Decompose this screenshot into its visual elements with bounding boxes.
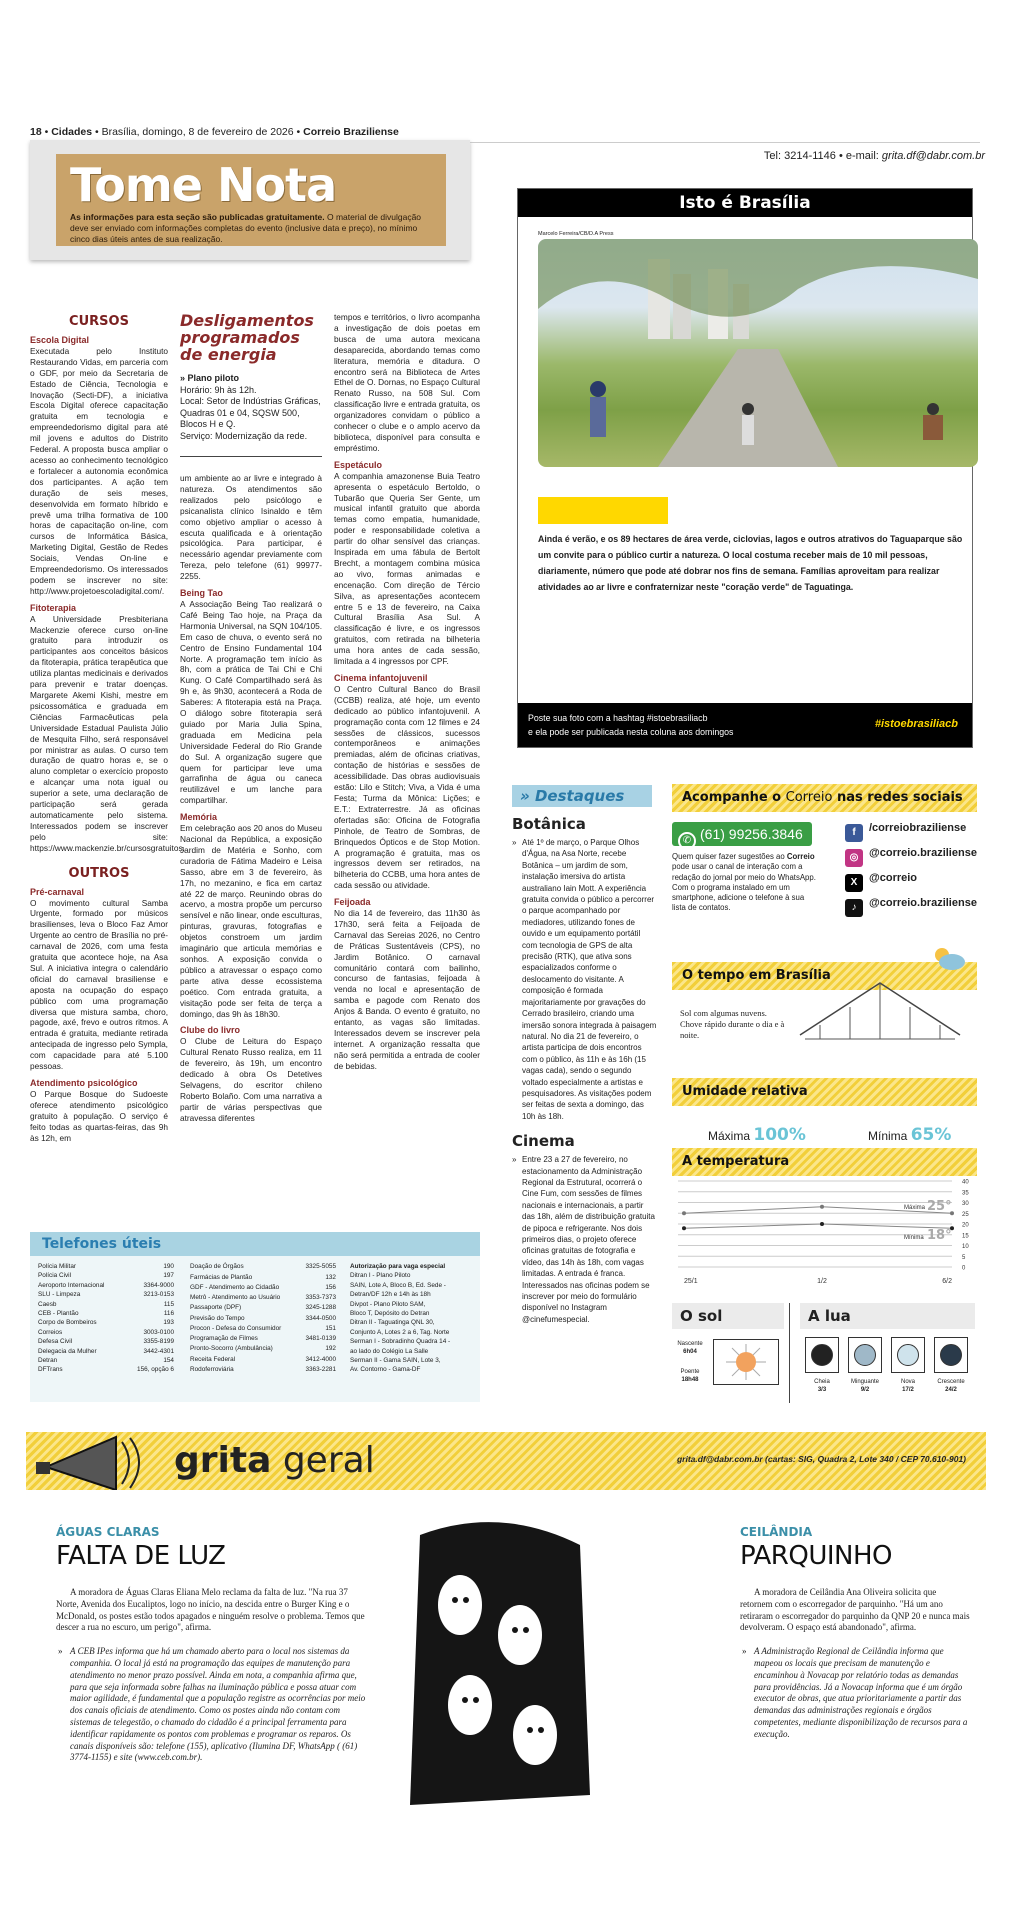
article-text: Executada pelo Instituto Restaurando Vidas, em parceria com o GDF, por meio da Secretaria de Estado de Ciência, Tecnologia e Inovação (Secti-DF), a iniciativa Escola Digital oferece capacitação gratuita em tecnologia e empreendedorismo digital para até mil jovens e adultos do Distrito Federal. A proposta busca ampliar o acesso ao conhecimento tecnológico e fortalecer a autonomia econômica dos participantes. A ação tem duração de seis meses, desenvolvida em formato híbrido e prevê uma trilha formativa de 100 horas de capacitação on-line, com cursos de Informática Básica, Marketing Digital, Gestão de Redes Sociais, Vendas On-line e Empreendedorismo. Os interessados podem se inscrever no site: http://www.projetoescoladigital.com/. <box>30 345 168 596</box>
isto-e-brasilia-box <box>517 188 973 748</box>
phone-number: 3245-1288 <box>305 1304 336 1312</box>
phone-number: 132 <box>325 1273 336 1281</box>
tome-nota-intro: As informações para esta seção são publicadas gratuitamente. O material de divulgação deve ser enviado com informações completas do evento (inclusive data e preço), no mínimo cinco dias úteis antes de sua realização. <box>70 212 422 244</box>
page-folio: 18 • Cidades • Brasília, domingo, 8 de fevereiro de 2026 • Correio Braziliense <box>30 126 399 138</box>
contact-line <box>764 150 985 162</box>
grita-address: grita.df@dabr.com.br (cartas: SIG, Quadra 2, Lote 340 / CEP 70.610-901) <box>676 1454 966 1464</box>
sun-moon-divider <box>789 1303 790 1403</box>
phone-number: 190 <box>163 1263 174 1270</box>
phone-service: Receita Federal <box>190 1355 236 1363</box>
phone-service: Programação de Filmes <box>190 1335 258 1343</box>
vaga-line: Conjunto A, Lotes 2 a 6, Tag. Norte <box>350 1328 450 1336</box>
phone-number: 3355-8199 <box>143 1338 174 1346</box>
story-body: A moradora de Ceilândia Ana Oliveira solicita que retornem com o escorregador de parquinho. "Há um ano retiraram o escorregador do parquinho da QNP 20 e nunca mais devolveram. O espaço está abandonado", afirma. <box>740 1587 970 1633</box>
article-text: Em celebração aos 20 anos do Museu Nacional da República, a exposição Jardim de Matéria e Sonho, com curadoria de Fátima Madeiro e Leisa Sasso, abre em 3 de fevereiro, às 17h, no mezanino, e fica em cartaz até 22 de março. Reunindo obras do acervo, a mostra propõe um percurso sensível e não linear, onde esculturas, pinturas, gravuras, fotografias e objetos constroem um jardim imaginário que articula memórias e sonhos. A exposição convida o público a atravessar o espaço como parte ativa desse ecossistema poético. Com entrada gratuita, a visitação pode ser feita de terça a domingo, das 9h às 18h30. <box>180 823 322 1019</box>
destaque-text: » Entre 23 a 27 de fevereiro, no estacionamento da Administração Regional da Estrutural, ocorrerá o Cine Fum, com sessões de filmes nacionais e internacionais, a partir das 18h, além de distribuição gratuita de pipoca e refrigerante. Nos dois primeiros dias, o projeto oferece oficinas gratuitas de fotografia e vídeo, das 14h às 18h, com vagas limitadas. A entrada é franca. Interessados nas oficinas podem se inscrever por meio do formulário disponível no Instagram @cinefumespecial. <box>512 1154 657 1325</box>
vaga-line: Bloco T, Depósito do Detran <box>350 1310 430 1318</box>
phone-service: SLU - Limpeza <box>38 1291 81 1299</box>
desligamento-servico: Serviço: Modernização da rede. <box>180 430 308 441</box>
article-title: Fitoterapia <box>30 602 77 613</box>
highlight-bar <box>538 497 668 524</box>
photo-caption: Ainda é verão, e os 89 hectares de área verde, ciclovias, lagos e outros atrativos do Taguaparque são um convite para o público curtir a natureza. O local costuma receber mais de 10 mil pessoas, diariamente, número que pode até dobrar nos fins de semana. Famílias aproveitam para realizar atividades ao ar livre e confraternizar neste "coração verde" de Taguatinga. <box>538 534 963 592</box>
vaga-line: Divpot - Plano Piloto SAM, <box>350 1300 426 1308</box>
phone-number: 3412-4000 <box>305 1355 336 1363</box>
phone-service: Metrô - Atendimento ao Usuário <box>190 1294 281 1302</box>
phone-row <box>36 1365 176 1374</box>
phone-row <box>188 1344 338 1354</box>
x-tick-label: 6/2 <box>942 1278 952 1285</box>
phone-service: Pronto-Socorro (Ambulância) <box>190 1345 273 1353</box>
x-icon: X <box>845 874 863 892</box>
phone-row <box>188 1283 338 1293</box>
article-text: O Parque Bosque do Sudoeste oferece atendimento psicológico gratuito à população. O serviço é feito todas as quartas-feiras, das 9h às 12h, em <box>30 1088 168 1143</box>
hashtag-label[interactable]: #istoebrasiliacb <box>874 718 958 730</box>
moon-heading: A lua <box>800 1303 975 1329</box>
footer-line-1: Poste sua foto com a hashtag #istoebrasiliacb <box>528 713 708 723</box>
outros-heading: OUTROS <box>68 865 130 881</box>
phone-number: 3344-0500 <box>305 1314 336 1322</box>
sun-heading: O sol <box>672 1303 784 1329</box>
phone-row <box>36 1347 176 1356</box>
story-body: A moradora de Águas Claras Eliana Melo reclama da falta de luz. "Na rua 37 Norte, Avenida dos Eucaliptos, logo no início, na descida entre o Burger King e o McDonald, os postes estão todos apagados e ninguém resolve o problema. Temos que descer a rua no escuro, um perigo", afirma. <box>56 1587 365 1633</box>
phone-row <box>36 1337 176 1346</box>
phone-service: Polícia Militar <box>38 1263 76 1270</box>
temperature-heading: A temperatura <box>672 1148 977 1176</box>
phone-number: 156 <box>325 1283 336 1291</box>
whatsapp-icon: ✆ <box>678 832 696 850</box>
phone-number: 151 <box>325 1324 336 1332</box>
moon-icon <box>848 1337 882 1373</box>
story-title: PARQUINHO <box>740 1541 892 1571</box>
desligamentos-title: Desligamentos programados de energia <box>180 311 314 364</box>
phone-service: DFTrans <box>38 1366 63 1374</box>
newspaper-name: Correio Braziliense <box>303 126 399 138</box>
phone-service: Corpo de Bombeiros <box>38 1319 97 1327</box>
article-title: Feijoada <box>334 897 371 908</box>
phone-service: Passaporte (DPF) <box>190 1304 242 1312</box>
story-aguas-claras <box>56 1525 366 1764</box>
photo-credit: Marcelo Ferreira/CB/D.A Press <box>538 231 614 237</box>
data-point <box>820 1205 824 1209</box>
y-tick-label: 40 <box>962 1179 969 1186</box>
column-eventos <box>334 312 480 1078</box>
phone-row <box>36 1318 176 1327</box>
sunset: Poente 18h48 <box>680 1369 700 1383</box>
article-title: Memória <box>180 812 218 823</box>
humidity-max: Máxima 100% <box>708 1125 806 1145</box>
contact-email[interactable]: grita.df@dabr.com.br <box>881 150 985 162</box>
article-title: Escola Digital <box>30 335 90 345</box>
article-title: Clube do livro <box>180 1025 241 1036</box>
phone-table-1 <box>36 1262 176 1375</box>
article-title: Atendimento psicológico <box>30 1078 138 1088</box>
article-title: Being Tao <box>180 588 223 599</box>
hashtag-footer <box>518 703 972 747</box>
contact-tel: Tel: 3214-1146 • e-mail: <box>763 150 879 162</box>
grita-geral-banner <box>26 1432 986 1490</box>
phone-service: CEB - Plantão <box>38 1310 79 1318</box>
tome-nota-title: Tome Nota <box>70 158 337 212</box>
megaphone-icon <box>26 1432 166 1490</box>
page-number: 18 <box>30 126 42 138</box>
phone-service: GDF - Atendimento ao Cidadão <box>190 1283 280 1291</box>
tiktok-icon: ♪ <box>845 899 863 917</box>
article-title: Pré-carnaval <box>30 886 85 897</box>
park-photo <box>538 239 978 467</box>
temperature-chart <box>672 1175 982 1290</box>
story-title: FALTA DE LUZ <box>56 1541 226 1571</box>
phone-service: Doação de Órgãos <box>190 1263 244 1271</box>
whatsapp-text: Quem quiser fazer sugestões ao Correio pode usar o canal de interação com a redação do jornal por meio do WhatsApp. Com o programa instalado em um smartphone, adicione o telefone à sua lista de contatos. <box>672 852 816 913</box>
article-text: O movimento cultural Samba Urgente, formado por músicos brasilienses, leva o Bloco Faz Amor Urgente ao centro de Brasília no pré-carnaval de 2026, com uma festa gratuita que acontece hoje, na Asa Sul. A iniciativa integra o calendário oficial do carnaval brasiliense e aposta na ocupação do espaço público com uma programação diversa que mistura samba, choro, pagode, axé, frevo e outros ritmos. A entrada é gratuita, mediante retirada antecipada de ingresso pelo Sympla, com capacidade para até 5.100 pessoas. <box>30 897 168 1072</box>
phone-number: 197 <box>163 1272 174 1280</box>
grita-geral-logo: grita geral <box>174 1440 375 1481</box>
y-tick-label: 25 <box>962 1211 969 1218</box>
phone-row <box>36 1290 176 1299</box>
facebook-icon: f <box>845 824 863 842</box>
vaga-line: Detran/DF 12h e 14h às 18h <box>350 1291 431 1299</box>
phone-row <box>36 1300 176 1309</box>
article-text: A Associação Being Tao realizará o Café Being Tao hoje, na Praça da Harmonia Universal, na SQN 104/105. Em caso de chuva, o evento será no Centro de Ensino Fundamental 104 Norte. A programação tem início às 8h, com a prática de Tai Chi e Chi Kung. O Café Compartilhado será às 9h e, às 9h30, acontecerá a Roda de Saberes: A fitoterapia está na Praça. O diálogo sobre fitoterapia será guiado por Maria Julia Spina, graduada em Medicina pela Universidade Federal do Rio Grande do Sul. A organização sugere que quem for participar leve uma garrafinha de água ou caneca reutilizável e um lanche para compartilhar. <box>180 598 322 806</box>
article-text: um ambiente ao ar livre e integrado à natureza. Os atendimentos são realizados pelo psicólogo e psicanalista clínico Isinaldo e têm como objetivo ampliar o acesso à escuta qualificada e à orientação psicológica. Para participar, é necessário agendar previamente com Tereza, pelo telefone (61) 99977-2255. <box>180 473 322 582</box>
phone-row <box>36 1328 176 1337</box>
phone-number: 192 <box>325 1345 336 1353</box>
whatsapp-button[interactable] <box>672 822 812 846</box>
social-instagram[interactable]: ◎ @correio.braziliense <box>845 847 977 867</box>
vaga-line: Serman I - Sobradinho Quadra 14 - <box>350 1338 451 1346</box>
sun-icon <box>713 1339 779 1385</box>
data-point <box>682 1211 686 1215</box>
phone-service: Caesb <box>38 1300 57 1308</box>
weather-heading: O tempo em Brasília <box>672 962 977 990</box>
destaques-column <box>512 815 657 1335</box>
instagram-icon: ◎ <box>845 849 863 867</box>
vaga-line: SAIN, Lote A, Bloco B, Ed. Sede - <box>350 1281 446 1289</box>
vaga-line: Serman II - Gama SAIN, Lote 3, <box>350 1357 441 1365</box>
vaga-line: Ditran I - Plano Piloto <box>350 1272 411 1280</box>
column-desligamentos: Desligamentos programados de energia » Plano piloto Horário: 9h às 12h. Local: Setor de Indústrias Gráficas, Quadras 01 e 04, SQSW 500, Blocos H e Q. Serviço: Modernização da rede. um ambiente ao ar livre e integrado à natureza. Os atendimentos são realizados pelo psicólogo e psicanalista clínico Isinaldo e têm como objetivo ampliar o acesso à escuta qualificada e à orientação psicológica. Para participar, é necessário agendar previamente com Tereza, pelo telefone (61) 99977-2255. Being Tao A Associação Being Tao realizará o Café Being Tao hoje, na Praça da Harmonia Universal, na SQN 104/105. Em caso de chuva, o evento será no Centro de Ensino Fundamental 104 Norte. A programação tem início às 8h, com a prática de Tai Chi e Chi Kung. O Café Compartilhado será às 9h e, às 9h30, acontecerá a Roda de Saberes: A fitoterapia está na Praça. O diálogo sobre fitoterapia será guiado por Maria Julia Spina, graduada em Medicina pela Universidade Federal do Rio Grande do Sul. A organização sugere que quem for participar leve uma garrafinha de água ou caneca reutilizável e um lanche para compartilhar. Memória Em celebração aos 20 anos do Museu Nacional da República, a exposição Jardim de Matéria e Sonho, com curadoria de Fátima Madeiro e Leisa Sasso, abre em 3 de fevereiro, às 17h, no mezanino, e fica em cartaz até 22 de março. Reunindo obras do acervo, a mostra propõe um percurso sensível e não linear, onde esculturas, pinturas, gravuras, fotografias e objetos constroem um jardim imaginário que articula memórias e sonhos. A exposição convida o público a atravessar o espaço como parte ativa desse ecossistema poético. Com entrada gratuita, a visitação pode ser feita de terça a domingo, das 9h às 18h30. Clube do livro O Clube de Leitura do Espaço Cultural Renato Russo realiza, em 11 de fevereiro, às 19h, um encontro dedicado à obra Os Detetives Selvagens, do escritor chileno Roberto Bolaño. Com uma narrativa a partir de várias perspectivas que atravessa diferentes <box>180 311 322 1123</box>
article-title: Cinema infantojuvenil <box>334 673 428 683</box>
phone-row <box>36 1356 176 1365</box>
moon-phase-label: Cheia 3/3 <box>814 1379 830 1393</box>
vaga-line: Av. Contorno - Gama-DF <box>350 1366 421 1374</box>
phone-row <box>36 1262 176 1271</box>
destaque-text: » Até 1º de março, o Parque Olhos d'Água, na Asa Norte, recebe Botânica – um jardim de som, instalação imersiva do artista australiano Iain Mott. A experiência gratuita convida o público a percorrer o parque acompanhado por mediadores, utilizando fones de ouvido e um equipamento portátil com tecnologia de GPS de alta precisão (RTK), que ativa sons espacializados conforme o deslocamento do visitante. A composição é formada majoritariamente por gravações do Cerrado brasileiro, criando uma imersão sonora integrada à paisagem natural. No dia 21 de fevereiro, o artista participa de dois encontros com o público, às 11h e às 16h (15 vagas cada), sendo o segundo voltado especialmente a artistas e pesquisadores. As visitações podem ser feitas de sexta a domingo, das 10h às 18h. <box>512 837 657 1122</box>
destaques-heading: » Destaques <box>512 785 652 807</box>
destaque-title: Cinema <box>512 1132 575 1151</box>
phone-row <box>36 1271 176 1280</box>
article-text: O Clube de Leitura do Espaço Cultural Renato Russo realiza, em 11 de fevereiro, às 19h, um encontro dedicado à obra Os Detetives Selvagens, do escritor chileno Roberto Bolaño. Com uma narrativa a partir de várias perspectivas que atravessa diferentes <box>180 1036 322 1123</box>
phone-number: 156, opção 6 <box>137 1366 174 1374</box>
y-tick-label: 10 <box>962 1244 969 1250</box>
phone-row <box>188 1354 338 1364</box>
vaga-line: Ditran II - Taguatinga QNL 30, <box>350 1319 435 1327</box>
story-response: » A CEB IPes informa que há um chamado aberto para o local nos sistemas da companhia. O local já está na programação das equipes de manutenção para atendimento no menor prazo possível. Ainda em nota, a companhia afirma que, para que seja informada sobre falhas na iluminação pública e possa atuar com maior agilidade, é fundamental que a população registre as ocorrências por meio dos canais oficiais de atendimento. Como os postes ainda não contam com sistemas de telegestão, o chamado do cidadão é a principal ferramenta para identificar rapidamente os pontos com problemas e programar os reparos. Os canais disponíveis são: telefone (155), aplicativo (Ilumina DF, WhatsApp ( (61) 3774-1155) e site (www.ceb.com.br). <box>56 1646 366 1764</box>
social-facebook[interactable]: f /correiobraziliense <box>845 822 966 842</box>
phone-row <box>188 1334 338 1344</box>
telefones-heading: Telefones úteis <box>30 1232 480 1256</box>
article-title: Espetáculo <box>334 459 383 470</box>
destaque-title: Botânica <box>512 815 586 833</box>
y-tick-label: 5 <box>962 1254 966 1261</box>
desligamento-region: Plano piloto <box>187 373 240 383</box>
x-tick-label: 1/2 <box>817 1278 827 1285</box>
vaga-line: ao lado do Colégio La Salle <box>350 1347 429 1355</box>
section-divider <box>180 456 322 457</box>
max-label: Máxima <box>904 1204 926 1211</box>
phone-row <box>188 1303 338 1313</box>
phone-number: 3353-7373 <box>305 1294 336 1302</box>
phone-number: 3325-5055 <box>305 1263 336 1271</box>
phone-table-2 <box>188 1262 338 1375</box>
phone-service: Delegacia da Mulher <box>38 1347 97 1355</box>
article-text: A Universidade Presbiteriana Mackenzie oferece curso on-line gratuito para introduzir os participantes aos conceitos básicos da fitoterapia, prática terapêutica que utiliza plantas medicinais e derivados para prevenir e tratar doenças. Margarete Akemi Kishi, mestre em psicossomática e graduada em Ciências Farmacêuticas pela Universidade Estadual Paulista Júlio de Mesquita Filho, será responsável por ministrar as aulas. O curso tem duração de quatro horas e, se o aluno completar o exercício proposto e alcançar uma nota igual ou superior a sete, uma declaração de participação será gerada automaticamente pelo sistema. Interessados podem se inscrever pelo site: https://www.mackenzie.br/cursosgratuitos. <box>30 613 185 853</box>
max-value: 25° <box>927 1199 952 1215</box>
article-text: tempos e territórios, o livro acompanha a investigação de dois poetas em busca de uma autora mexicana desaparecida, abordando temas como literatura, memória e ditadura. O encontro será na Biblioteca de Artes Ethel de O. Dornas, no Espaço Cultural Renato Russo, na 508 Sul. Com classificação livre e entrada gratuita, os organizadores convidam o público a conhecer o clube e o amplo acervo da biblioteca, disponível para consulta e empréstimo. <box>334 312 480 453</box>
min-value: 18° <box>927 1228 952 1244</box>
phone-service: Correios <box>38 1328 63 1336</box>
phone-row <box>188 1365 338 1375</box>
moon-phase-label: Nova 17/2 <box>900 1379 915 1393</box>
weather-forecast: Sol com algumas nuvens. Chove rápido durante o dia e à noite. <box>680 1008 785 1040</box>
data-point <box>682 1226 686 1230</box>
phone-service: Procon - Defesa do Consumidor <box>190 1324 282 1332</box>
partly-cloudy-icon <box>930 945 966 971</box>
y-tick-label: 15 <box>962 1233 969 1240</box>
min-label: Mínima <box>904 1235 924 1242</box>
story-ceilandia <box>740 1525 970 1741</box>
story-kicker: ÁGUAS CLARAS <box>56 1525 160 1539</box>
phone-number: 154 <box>163 1357 174 1365</box>
y-tick-label: 20 <box>962 1222 969 1229</box>
phone-number: 3213-0153 <box>143 1291 174 1299</box>
tome-nota-banner <box>30 140 470 260</box>
phone-row <box>188 1293 338 1303</box>
humidity-heading: Umidade relativa <box>672 1078 977 1106</box>
footer-line-2: e ela pode ser publicada nesta coluna aos domingos <box>528 727 734 737</box>
phone-number: 193 <box>163 1319 174 1327</box>
phone-service: Detran <box>38 1357 58 1365</box>
phone-row <box>188 1324 338 1334</box>
story-response: » A Administração Regional de Ceilândia informa que mapeou os locais que precisam de manutenção e encaminhou à Novacap por relatório todas as demandas para providências. Já a Novacap informa que é um órgão executor de obras, que atua prioritariamente a partir das demandas das administrações regionais e órgãos competentes, mediante disponibilização de recursos para a execução. <box>740 1646 970 1740</box>
series-line-mínima <box>684 1224 952 1228</box>
moon-icon <box>891 1337 925 1373</box>
cursos-heading: CURSOS <box>69 314 129 329</box>
crowd-illustration <box>400 1515 600 1815</box>
phone-service: Rodoferroviária <box>190 1365 234 1373</box>
phone-row <box>188 1272 338 1282</box>
isto-title: Isto é Brasília <box>518 189 972 217</box>
social-tiktok[interactable]: ♪ @correio.braziliense <box>845 897 977 917</box>
y-tick-label: 30 <box>962 1201 969 1207</box>
phone-number: 115 <box>163 1300 174 1308</box>
desligamento-horario: Horário: 9h às 12h. <box>180 384 257 395</box>
phone-number: 3442-4301 <box>143 1347 174 1355</box>
story-kicker: CEILÂNDIA <box>740 1525 813 1539</box>
phone-number: 3364-9000 <box>143 1281 174 1289</box>
article-text: O Centro Cultural Banco do Brasil (CCBB) realiza, até hoje, um evento dedicado ao público infantojuvenil. A programação conta com 12 filmes e 24 sessões de clássicos, sucessos contemporâneos e animações premiadas, além de oficinas criativas, contação de histórias e sessões de acessibilidade. Das obras audiovisuais estão: Lilo e Stitch; Viva, a Vida é uma Festa; Turma da Mônica: Lições; e E.T.: Extraterrestre. Já as oficinas ofertadas são: Oficina de Fotografia Pinhole, de Teatro de Sombras, de Brinquedos Ópticos e de Stop Motion. A programação é gratuita, mas os ingressos devem ser retirados, na bilheteria do CCBB, uma hora antes de cada sessão ou atividade. <box>334 683 480 891</box>
phone-row <box>188 1313 338 1323</box>
column-cursos <box>30 312 185 1149</box>
social-heading: Acompanhe o Correio nas redes sociais <box>672 784 977 812</box>
humidity-min: Mínima 65% <box>868 1125 952 1145</box>
social-x[interactable]: X @correio <box>845 872 917 892</box>
moon-icon <box>934 1337 968 1373</box>
phone-service: Previsão do Tempo <box>190 1314 245 1322</box>
phone-service: Defesa Civil <box>38 1338 73 1346</box>
vaga-especial-title: Autorização para vaga especial <box>350 1263 446 1270</box>
moon-icon <box>805 1337 839 1373</box>
data-point <box>820 1222 824 1226</box>
phone-number: 3481-0139 <box>305 1335 336 1343</box>
phone-service: Farmácias de Plantão <box>190 1273 253 1281</box>
phone-number: 116 <box>163 1310 174 1318</box>
phone-row <box>188 1262 338 1272</box>
phone-number: 3363-2281 <box>305 1365 336 1373</box>
section-name: Cidades <box>51 126 93 138</box>
issue-date: Brasília, domingo, 8 de fevereiro de 2026 <box>101 126 294 138</box>
phone-row <box>36 1309 176 1318</box>
whatsapp-number: (61) 99256.3846 <box>700 826 803 842</box>
telefones-uteis-box <box>30 1232 480 1402</box>
vaga-especial <box>350 1262 470 1375</box>
phone-number: 3003-0100 <box>143 1328 174 1336</box>
y-tick-label: 0 <box>962 1265 966 1272</box>
phone-service: Aeroporto Internacional <box>38 1281 105 1289</box>
y-tick-label: 35 <box>962 1190 969 1197</box>
desligamento-local: Local: Setor de Indústrias Gráficas, Quadras 01 e 04, SQSW 500, Blocos H e Q. <box>180 396 321 429</box>
article-text: A companhia amazonense Buia Teatro apresenta o espetáculo Bertoldo, o Tubarão que Queria Ser Gente, um musical infantil gratuito que aborda temas como empatia, humanidade, poder e responsabilidade coletiva a partir do olhar sensível das crianças. Inspirada em uma fábula de Bertolt Brecht, a montagem combina música ao vivo, formas animadas e encenação. Com direção de Tércio Silva, as apresentações acontecem entre 5 e 13 de fevereiro, na Caixa Cultural Brasília Asa Sul. A classificação é livre, e os ingressos gratuitos, com retirada na bilheteria uma hora antes de cada sessão, limitada a 4 ingressos por CPF. <box>334 470 480 667</box>
moon-phase-label: Crescente 24/2 <box>937 1379 965 1393</box>
building-illustration <box>790 975 970 1045</box>
article-text: No dia 14 de fevereiro, das 11h30 às 17h30, será feita a Feijoada de Carnaval das Sereias 2026, no Centro de Práticas Sustentáveis (CPS), no Jardim Botânico. O carnaval comunitário contará com bailinho, concurso de fantasias, feijoada à venda no local e apresentação de samba e pagode com Renato dos Anjos & Banda. O evento é gratuito, no entanto, as vagas são limitadas. Interessados devem se inscrever pela internet. A organização ressalta que não será permitida a entrada de cooler de bebidas. <box>334 908 480 1071</box>
sunrise: Nascente 6h04 <box>677 1341 703 1355</box>
phone-row <box>36 1281 176 1290</box>
x-tick-label: 25/1 <box>684 1278 698 1285</box>
phone-service: Polícia Civil <box>38 1272 72 1280</box>
moon-phase-label: Minguante 9/2 <box>850 1379 880 1393</box>
